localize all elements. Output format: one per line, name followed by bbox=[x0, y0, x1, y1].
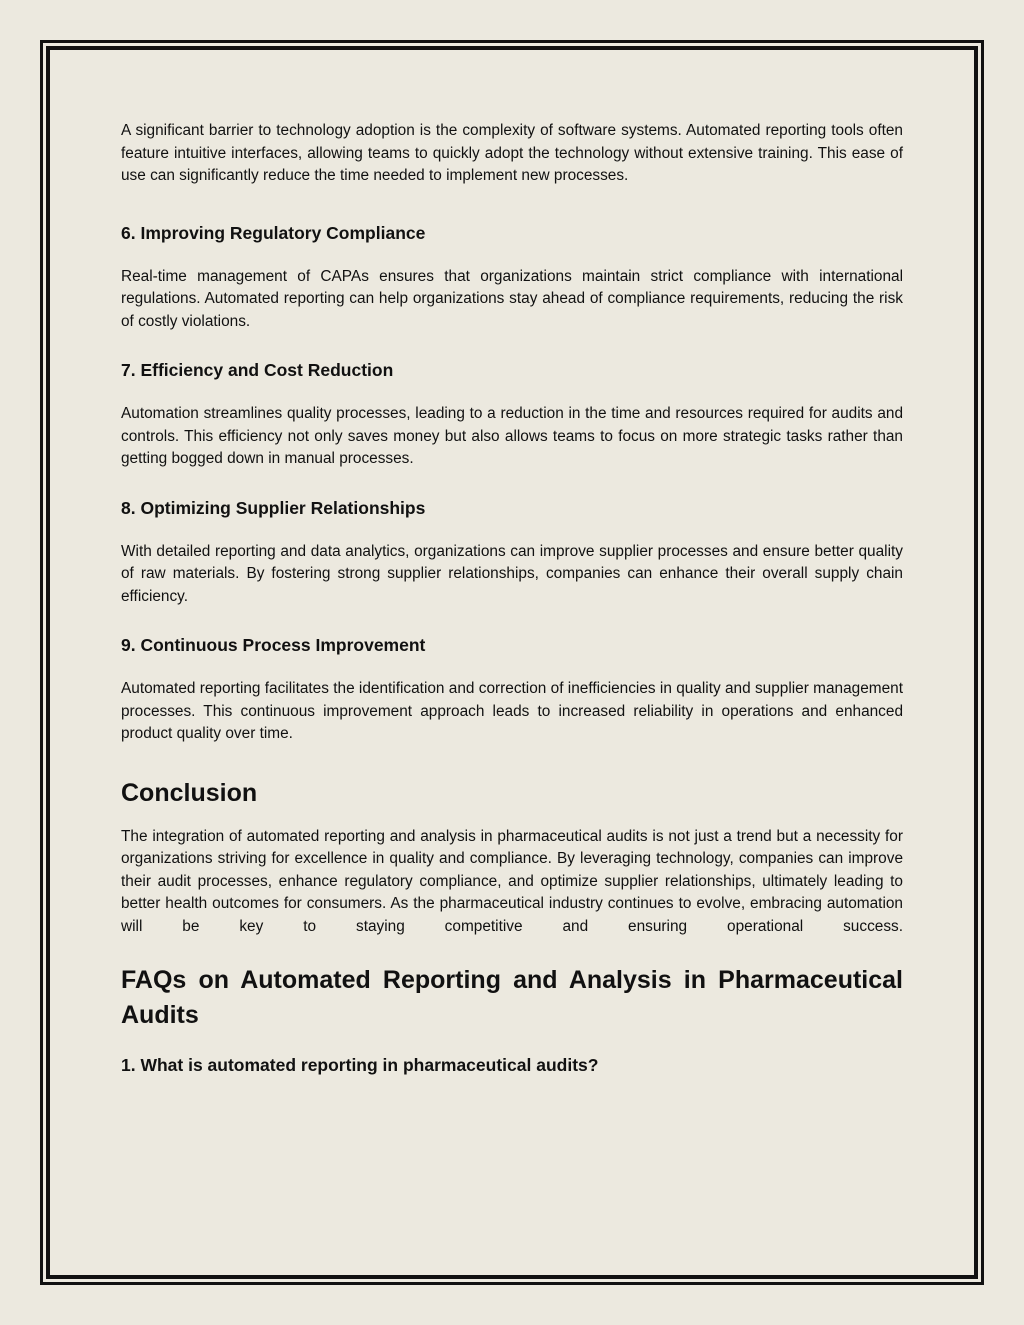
paragraph-efficiency-cost-reduction: Automation streamlines quality processes, leading to a reduction in the time and resources required for audits and controls. This efficiency not only saves money but also allows teams to focus on more strategic tasks rather than getting bogged down in manual processes. bbox=[121, 405, 903, 467]
paragraph-regulatory-compliance: Real-time management of CAPAs ensures that organizations maintain strict compliance with international regulations. Automated reporting can help organizations stay ahead of compliance requirements, reducing the risk of costly violations. bbox=[121, 267, 903, 330]
heading-continuous-improvement: 9. Continuous Process Improvement bbox=[121, 635, 426, 655]
paragraph-supplier-relationships: With detailed reporting and data analytics, organizations can improve supplier processes and ensure better quality of raw materials. By fostering strong supplier relationships, companies can enhance their overall supply chain efficiency. bbox=[121, 542, 903, 605]
heading-efficiency-cost-reduction: 7. Efficiency and Cost Reduction bbox=[121, 360, 394, 380]
paragraph-continuous-improvement: Automated reporting facilitates the identification and correction of inefficiencies in quality and supplier management processes. This continuous improvement approach leads to increased reliability in operations and enhanced product quality over time. bbox=[121, 680, 903, 742]
heading-faq-1: 1. What is automated reporting in pharmaceutical audits? bbox=[121, 1055, 599, 1075]
heading-regulatory-compliance: 6. Improving Regulatory Compliance bbox=[121, 222, 426, 243]
paragraph-conclusion: The integration of automated reporting and analysis in pharmaceutical audits is not just a trend but a necessity for organizations striving for excellence in quality and compliance. By leveraging technology, companies can improve their audit processes, enhance regulatory compliance, and optimize supplier relationships, ultimately leading to better health outcomes for consumers. As the pharmaceutical industry continues to evolve, embracing automation will be key to staying competitive and ensuring operational success. bbox=[121, 827, 903, 935]
paragraph-intro: A significant barrier to technology adoption is the complexity of software systems. Automated reporting tools often feature intuitive interfaces, allowing teams to quickly adopt the technology without extensive training. This ease of use can significantly reduce the time needed to implement new processes. bbox=[121, 122, 903, 184]
heading-supplier-relationships: 8. Optimizing Supplier Relationships bbox=[121, 497, 426, 518]
document-content bbox=[121, 120, 903, 1077]
heading-faqs: FAQs on Automated Reporting and Analysis in Pharmaceutical Audits bbox=[121, 966, 903, 1029]
heading-conclusion: Conclusion bbox=[121, 778, 258, 807]
